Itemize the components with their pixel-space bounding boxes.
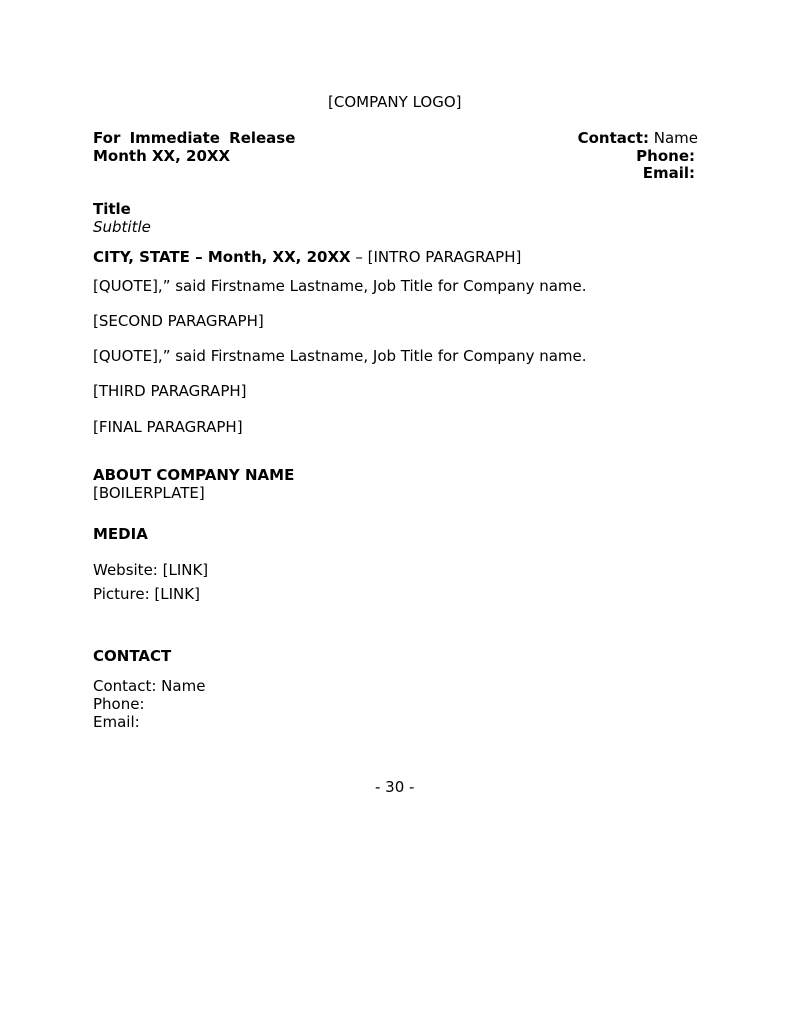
- media-website: Website: [LINK]: [93, 561, 209, 579]
- release-date: Month XX, 20XX: [93, 147, 231, 165]
- release-title: Title: [93, 200, 131, 218]
- header-email-label: Email:: [642, 164, 695, 182]
- release-subtitle: Subtitle: [93, 218, 151, 236]
- contact-name: Contact: Name: [93, 677, 206, 695]
- header-phone-label: Phone:: [636, 147, 695, 165]
- third-paragraph: [THIRD PARAGRAPH]: [93, 382, 247, 400]
- contact-phone: Phone:: [93, 695, 145, 713]
- header-contact-label: Contact:: [577, 129, 649, 147]
- page-number: - 30 -: [375, 778, 415, 796]
- release-line: For Immediate Release: [93, 129, 296, 147]
- media-heading: MEDIA: [93, 525, 148, 543]
- company-logo-placeholder: [COMPANY LOGO]: [328, 93, 462, 111]
- boilerplate: [BOILERPLATE]: [93, 484, 205, 502]
- contact-heading: CONTACT: [93, 647, 172, 665]
- final-paragraph: [FINAL PARAGRAPH]: [93, 418, 243, 436]
- contact-email: Email:: [93, 713, 140, 731]
- intro-text: – [INTRO PARAGRAPH]: [355, 248, 522, 266]
- about-heading: ABOUT COMPANY NAME: [93, 466, 295, 484]
- header-contact-value: Name: [653, 129, 698, 147]
- second-paragraph: [SECOND PARAGRAPH]: [93, 312, 264, 330]
- media-picture: Picture: [LINK]: [93, 585, 200, 603]
- quote-paragraph-2: [QUOTE],” said Firstname Lastname, Job Title for Company name.: [93, 347, 587, 365]
- dateline: CITY, STATE – Month, XX, 20XX: [93, 248, 351, 266]
- intro-paragraph: [93, 248, 521, 266]
- quote-paragraph-1: [QUOTE],” said Firstname Lastname, Job Title for Company name.: [93, 277, 587, 295]
- header-contact: [578, 129, 698, 147]
